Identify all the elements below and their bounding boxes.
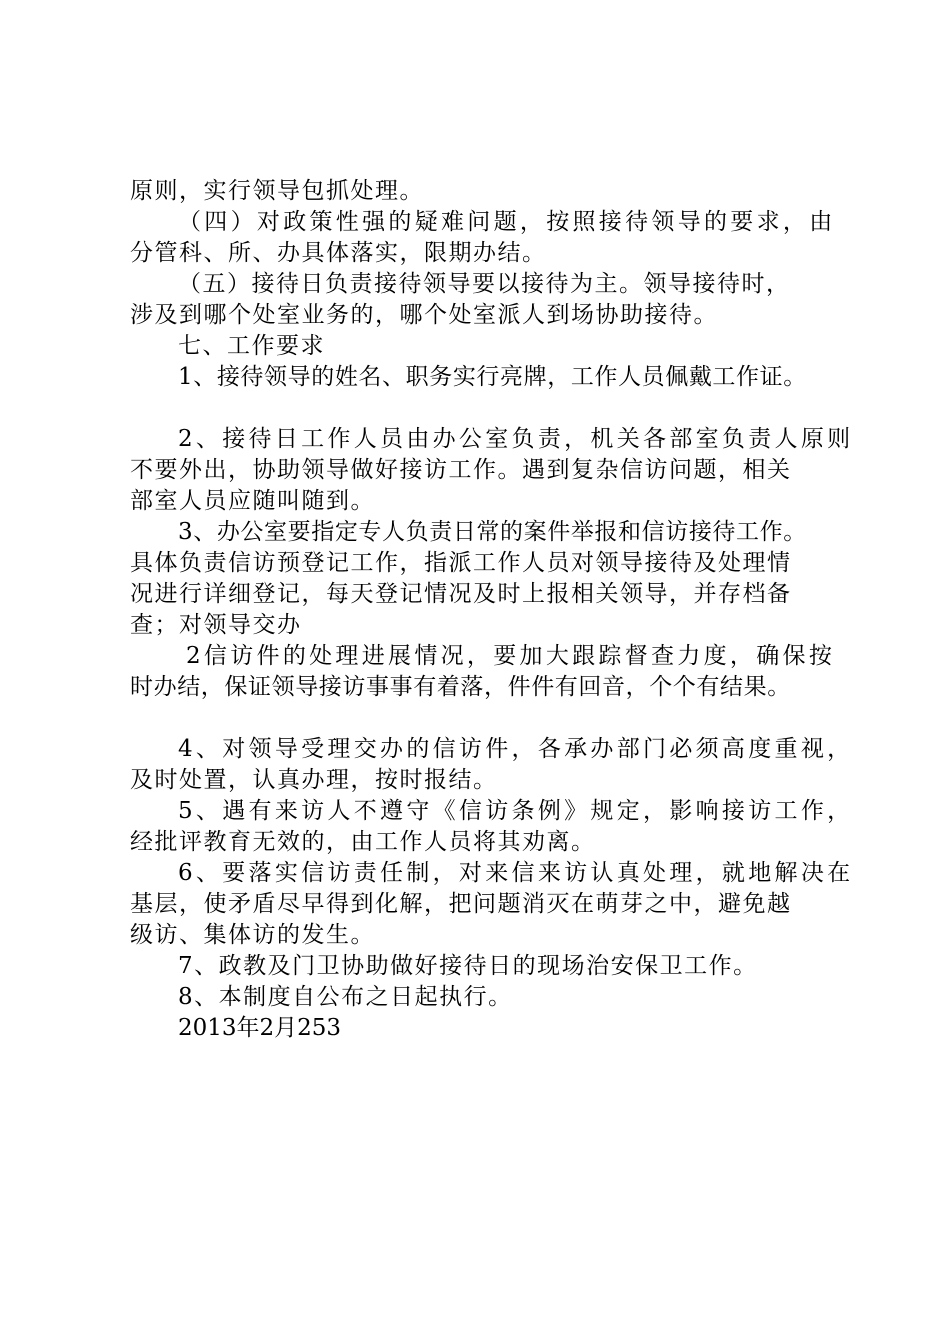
paragraph-line: 5、遇有来访人不遵守《信访条例》规定，影响接访工作， xyxy=(178,798,854,824)
paragraph-line: 8、本制度自公布之日起执行。 xyxy=(178,984,513,1010)
paragraph-line: 原则，实行领导包抓处理。 xyxy=(130,178,424,204)
paragraph-line: 时办结，保证领导接访事事有着落，件件有回音，个个有结果。 xyxy=(130,674,791,700)
paragraph-line: （五）接待日负责接待领导要以接待为主。领导接待时， xyxy=(178,271,791,297)
paragraph-line: 4、对领导受理交办的信访件，各承办部门必须高度重视， xyxy=(178,736,854,762)
paragraph-line: 具体负责信访预登记工作，指派工作人员对领导接待及处理情 xyxy=(130,550,792,576)
document-date: 2013年2月253 xyxy=(178,1015,342,1041)
paragraph-line: 查；对领导交办 xyxy=(130,612,302,638)
paragraph-line: 分管科、所、办具体落实，限期办结。 xyxy=(130,240,547,266)
paragraph-line: （四）对政策性强的疑难问题，按照接待领导的要求，由 xyxy=(178,209,836,235)
paragraph-line: 部室人员应随叫随到。 xyxy=(130,488,375,514)
paragraph-line: 1、接待领导的姓名、职务实行亮牌，工作人员佩戴工作证。 xyxy=(178,364,807,390)
paragraph-line: 基层，使矛盾尽早得到化解，把问题消灭在萌芽之中，避免越 xyxy=(130,891,792,917)
paragraph-line: 级访、集体访的发生。 xyxy=(130,922,375,948)
section-heading: 七、工作要求 xyxy=(178,333,325,359)
paragraph-line: 2信访件的处理进展情况，要加大跟踪督查力度，确保按 xyxy=(186,643,836,669)
paragraph-line: 不要外出，协助领导做好接访工作。遇到复杂信访问题，相关 xyxy=(130,457,792,483)
paragraph-line: 3、办公室要指定专人负责日常的案件举报和信访接待工作。 xyxy=(178,519,807,545)
paragraph-line: 况进行详细登记，每天登记情况及时上报相关领导，并存档备 xyxy=(130,581,792,607)
paragraph-line: 及时处置，认真办理，按时报结。 xyxy=(130,767,498,793)
paragraph-line: 涉及到哪个处室业务的，哪个处室派人到场协助接待。 xyxy=(130,302,718,328)
paragraph-line: 2、接待日工作人员由办公室负责，机关各部室负责人原则 xyxy=(178,426,854,452)
paragraph-line: 6、要落实信访责任制，对来信来访认真处理，就地解决在 xyxy=(178,860,854,886)
paragraph-line: 经批评教育无效的，由工作人员将其劝离。 xyxy=(130,829,596,855)
paragraph-line: 7、政教及门卫协助做好接待日的现场治安保卫工作。 xyxy=(178,953,758,979)
